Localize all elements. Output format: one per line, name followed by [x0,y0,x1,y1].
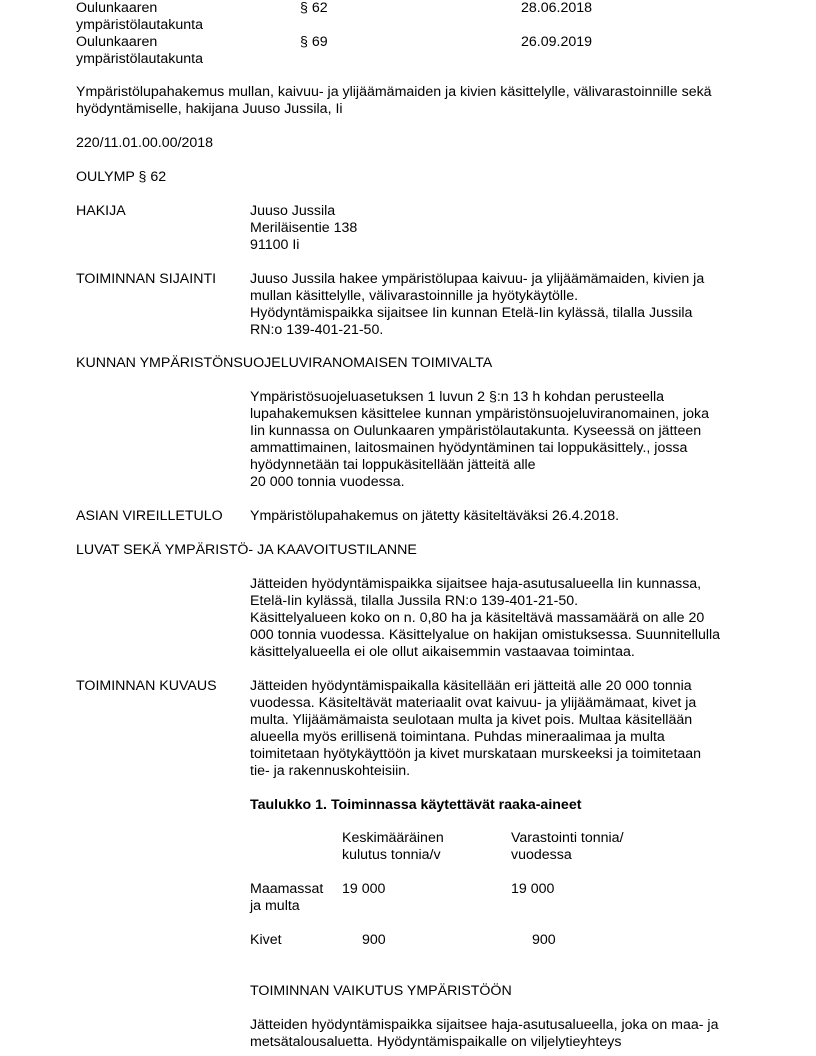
authority-text [250,389,709,491]
applicant-label: HAKIJA [76,203,126,219]
applicant-name: Juuso Jussila [250,203,336,219]
paragraph-line: Jätteiden hyödyntämispaikka sijaitsee haja-asutusalueella, joka on maa- ja [250,1017,719,1033]
description-label: TOIMINNAN KUVAUS [76,678,217,694]
diary-number: 220/11.01.00.00/2018 [76,135,214,151]
paragraph-line: Hyödyntämispaikka sijaitsee Iin kunnan Etelä-Iin kylässä, tilalla Jussila [250,305,693,321]
initiation-text: Ympäristölupahakemus on jätetty käsiteltäväksi 26.4.2018. [250,508,620,524]
table-caption: Taulukko 1. Toiminnassa käytettävät raaka-aineet [250,797,582,813]
location-label: TOIMINNAN SIJAINTI [76,271,217,287]
paragraph-line: vuodessa. Käsiteltävät materiaalit ovat kaivuu- ja ylijäämämaat, kivet ja [250,695,697,711]
paragraph-line: multa. Ylijäämämaista seulotaan multa ja kivet pois. Multaa käsitellään [250,712,693,728]
title-line: Ympäristölupahakemus mullan, kaivuu- ja ylijäämämaiden ja kivien käsittelylle, välivarastoinnille sekä [76,84,712,100]
paragraph-line: Etelä-Iin kylässä, tilalla Jussila RN:o 139-401-21-50. [250,593,579,609]
table-row-1-storage: 19 000 [511,881,555,897]
applicant-details [250,203,357,254]
paragraph-line: lupahakemuksen käsittelee kunnan ympäristönsuojeluviranomainen, joka [250,406,710,422]
impact-heading: TOIMINNAN VAIKUTUS YMPÄRISTÖÖN [250,983,512,999]
paragraph-line: tie- ja rakennuskohteisiin. [250,763,411,779]
initiation-label: ASIAN VIREILLETULO [76,508,223,524]
table-row-1-consumption: 19 000 [342,881,386,897]
meeting-1-org-line2: ympäristölautakunta [76,17,203,33]
paragraph-line: Jätteiden hyödyntämispaikalla käsitellään eri jätteitä alle 20 000 tonnia [250,678,692,694]
table-row-2-consumption: 900 [362,932,386,948]
meeting-2-date: 26.09.2019 [521,34,593,50]
paragraph-line: mullan käsittelylle, välivarastoinnille ja hyötykäytölle. [250,288,579,304]
description-text [250,678,701,780]
applicant-postal: 91100 Ii [250,237,300,253]
table-header-storage [511,830,624,864]
reference-code: OULYMP § 62 [76,169,167,185]
paragraph-line: Juuso Jussila hakee ympäristölupaa kaivuu- ja ylijäämämaiden, kivien ja [250,271,705,287]
paragraph-line: metsätalousaluetta. Hyödyntämispaikalle on viljelytieyhteys [250,1034,622,1050]
paragraph-line: 20 000 tonnia vuodessa. [250,474,405,490]
header-line: Varastointi tonnia/ [511,830,624,846]
paragraph-line: Jätteiden hyödyntämispaikka sijaitsee haja-asutusalueella Iin kunnassa, [250,576,702,592]
applicant-street: Meriläisentie 138 [250,220,358,236]
meeting-1-section: § 62 [300,0,328,16]
header-line: Keskimääräinen [342,830,444,846]
meeting-2-section: § 69 [300,34,328,50]
row-label-line: Maamassat [250,881,324,897]
table-row-2-label: Kivet [250,932,282,948]
row-label-line: ja multa [250,898,300,914]
impact-text [250,1017,718,1051]
header-line: kulutus tonnia/v [342,847,441,863]
paragraph-line: 000 tonnia vuodessa. Käsittelyalue on hakijan omistuksessa. Suunnitellulla [250,627,721,643]
authority-heading: KUNNAN YMPÄRISTÖNSUOJELUVIRANOMAISEN TOIMIVALTA [76,355,493,371]
title-line: hyödyntämiselle, hakijana Juuso Jussila, Ii [76,101,343,117]
location-text [250,271,704,339]
paragraph-line: RN:o 139-401-21-50. [250,322,384,338]
permits-text [250,576,720,661]
paragraph-line: hyödynnetään tai loppukäsitellään jätteitä alle [250,457,536,473]
table-row-2-storage: 900 [532,932,556,948]
table-row-1-label [250,881,323,915]
meeting-1-date: 28.06.2018 [521,0,593,16]
table-header-consumption [342,830,444,864]
paragraph-line: Ympäristösuojeluasetuksen 1 luvun 2 §:n 13 h kohdan perusteella [250,389,665,405]
paragraph-line: käsittelyalueella ei ole ollut aikaisemmin vastaavaa toimintaa. [250,644,635,660]
permits-heading: LUVAT SEKÄ YMPÄRISTÖ- JA KAAVOITUSTILANNE [76,542,417,558]
meeting-2-org-line1: Oulunkaaren [76,34,158,50]
paragraph-line: ammattimainen, laitosmainen hyödyntäminen tai loppukäsittely., jossa [250,440,688,456]
header-line: vuodessa [511,847,572,863]
paragraph-line: toimitetaan hyötykäyttöön ja kivet murskataan murskeeksi ja toimitetaan [250,746,702,762]
meeting-2-org-line2: ympäristölautakunta [76,51,203,67]
meeting-1-org-line1: Oulunkaaren [76,0,158,16]
paragraph-line: Iin kunnassa on Oulunkaaren ympäristölautakunta. Kyseessä on jätteen [250,423,702,439]
document-title [76,84,712,118]
paragraph-line: alueella myös erillisenä toimintana. Puhdas mineraalimaa ja multa [250,729,665,745]
paragraph-line: Käsittelyalueen koko on n. 0,80 ha ja käsiteltävä massamäärä on alle 20 [250,610,705,626]
